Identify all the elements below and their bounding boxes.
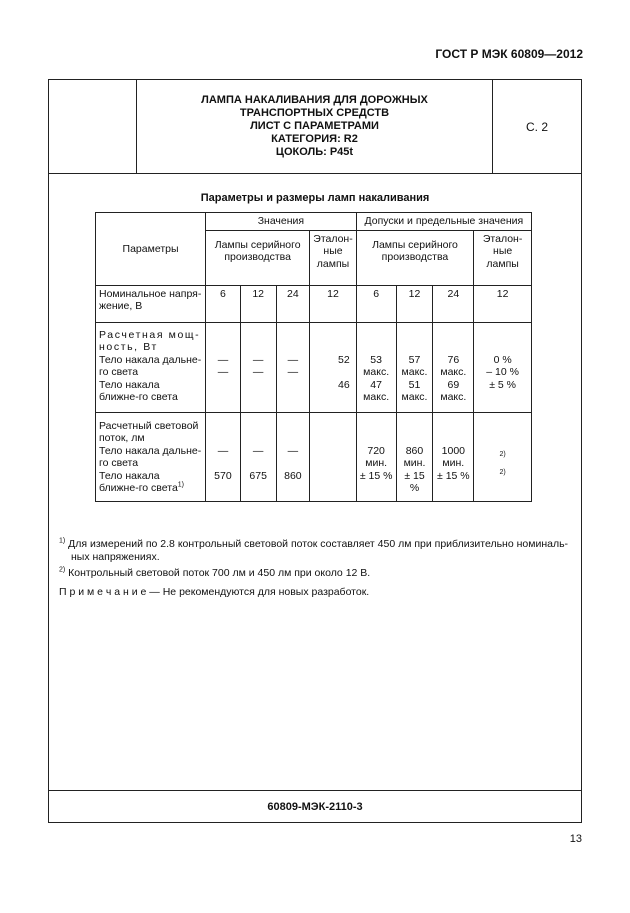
cell-text: 570 — [214, 469, 232, 482]
title-line: КАТЕГОРИЯ: R2 — [271, 133, 358, 145]
cell: 6 — [206, 285, 241, 322]
cell — [240, 322, 276, 412]
header-serial-values: Лампы серийного производства — [206, 230, 310, 285]
footnote-text: Для измерений по 2.8 контрольный световой поток составляет 450 лм при приблизительно номиналь- — [68, 538, 569, 550]
cell — [433, 322, 474, 412]
cell: 24 — [433, 285, 474, 322]
cell-text: 860 — [284, 469, 302, 482]
cell — [276, 322, 310, 412]
standard-code: ГОСТ Р МЭК 60809—2012 — [435, 47, 583, 61]
cell-text: — — [217, 353, 229, 366]
sheet-frame — [48, 79, 582, 823]
cell: 24 — [276, 285, 310, 322]
footnote-mark: 2) — [59, 566, 66, 574]
title-block-title — [137, 80, 493, 173]
section-title: Параметры и размеры ламп накаливания — [200, 192, 430, 204]
cell-text: 46 — [338, 378, 350, 391]
cell — [356, 412, 396, 501]
table-row — [96, 412, 532, 501]
cell-text: ± 15 % — [437, 469, 470, 482]
cell: 6 — [356, 285, 396, 322]
footnote-text: ных напряжениях. — [71, 551, 160, 563]
cell — [356, 322, 396, 412]
cell-text: 53 — [370, 353, 382, 366]
label-text: Тело накала ближне-го света — [99, 378, 178, 403]
parameters-table — [95, 212, 532, 502]
cell — [310, 412, 356, 501]
cell-text: 47 — [370, 378, 382, 391]
cell — [396, 322, 433, 412]
sheet-designation: 60809-МЭК-2110-3 — [49, 790, 581, 822]
footnote-ref: 2) — [499, 468, 506, 476]
header-reference-values: Эталон-ные лампы — [310, 230, 356, 285]
cell-text: 720 — [367, 444, 385, 457]
row-label-flux — [96, 412, 206, 501]
row-label-voltage: Номинальное напря-жение, В — [96, 285, 206, 322]
cell — [206, 322, 241, 412]
header-tolerances: Допуски и предельные значения — [356, 213, 531, 231]
cell-text: — — [217, 366, 229, 378]
cell: 12 — [310, 285, 356, 322]
cell: 12 — [240, 285, 276, 322]
cell — [474, 412, 532, 501]
cell — [474, 322, 532, 412]
row-label-power — [96, 322, 206, 412]
header-values: Значения — [206, 213, 357, 231]
note — [59, 586, 569, 599]
page-number: 13 — [569, 833, 582, 845]
cell-text: макс. — [401, 366, 428, 378]
cell-text: 675 — [249, 469, 267, 482]
cell-text: макс. — [401, 391, 428, 403]
cell-text: ± 15 % — [404, 469, 425, 494]
cell-text: макс. — [363, 366, 390, 378]
cell — [310, 322, 356, 412]
sheet-number: С. 2 — [525, 119, 548, 134]
footnote-text: Контрольный световой поток 700 лм и 450 лм при около 12 В. — [68, 567, 371, 579]
cell-text: мин. — [403, 457, 426, 469]
cell-text: 0 % — [493, 353, 512, 366]
cell-text: мин. — [365, 457, 388, 469]
cell-text: ± 5 % — [489, 378, 516, 391]
title-line: ТРАНСПОРТНЫХ СРЕДСТВ — [239, 107, 390, 119]
title-block-left-cell — [49, 80, 137, 173]
cell-text: 76 — [447, 353, 460, 366]
title-line: ЦОКОЛЬ: P45t — [275, 146, 354, 158]
cell — [276, 412, 310, 501]
cell-text: — — [252, 444, 264, 457]
cell-text: — — [252, 366, 264, 378]
footnote-ref: 1) — [177, 481, 185, 489]
footnote-1 — [59, 538, 569, 564]
title-block — [49, 80, 581, 174]
footnote-ref: 2) — [499, 450, 506, 458]
table-row — [96, 285, 532, 322]
footnote-2 — [59, 567, 569, 580]
header-params: Параметры — [96, 213, 206, 286]
cell-text: 57 — [408, 353, 421, 366]
cell-text: 51 — [408, 378, 421, 391]
cell: 12 — [474, 285, 532, 322]
cell — [396, 412, 433, 501]
cell — [240, 412, 276, 501]
footnote-mark: 1) — [59, 537, 66, 545]
cell-text: – 10 % — [486, 366, 519, 378]
cell-text: мин. — [442, 457, 465, 469]
cell: 12 — [396, 285, 433, 322]
cell-text: — — [287, 366, 299, 378]
cell-text: макс. — [440, 366, 467, 378]
title-line: ЛАМПА НАКАЛИВАНИЯ ДЛЯ ДОРОЖНЫХ — [201, 94, 428, 106]
header-reference-tolerances: Эталон-ные лампы — [474, 230, 532, 285]
title-line: ЛИСТ С ПАРАМЕТРАМИ — [250, 120, 379, 132]
cell-text: 52 — [338, 353, 350, 366]
cell-text: макс. — [363, 391, 390, 403]
label-text: Тело накала ближне-го света — [99, 469, 178, 494]
cell-text: 69 — [447, 378, 460, 391]
cell — [433, 412, 474, 501]
cell-text: макс. — [440, 391, 467, 403]
label-text: Расчетный световой поток, лм — [99, 419, 199, 444]
cell-text: — — [217, 444, 229, 457]
cell-text: ± 15 % — [359, 469, 393, 482]
cell-text: — — [287, 444, 299, 457]
label-text: Тело накала дальне-го света — [99, 444, 202, 469]
table-row — [96, 322, 532, 412]
note-label: П р и м е ч а н и е — [59, 586, 147, 598]
note-text: — Не рекомендуются для новых разработок. — [146, 586, 370, 598]
label-text: Расчетная мощ-ность, Вт — [99, 328, 201, 353]
cell-text: — — [287, 353, 299, 366]
cell-text: 1000 — [441, 444, 466, 457]
cell-text: 860 — [405, 444, 424, 457]
cell — [206, 412, 241, 501]
label-text: Тело накала дальне-го света — [99, 353, 202, 378]
header-serial-tolerances: Лампы серийного производства — [356, 230, 474, 285]
cell-text: — — [252, 353, 264, 366]
table-header-row — [96, 213, 532, 231]
